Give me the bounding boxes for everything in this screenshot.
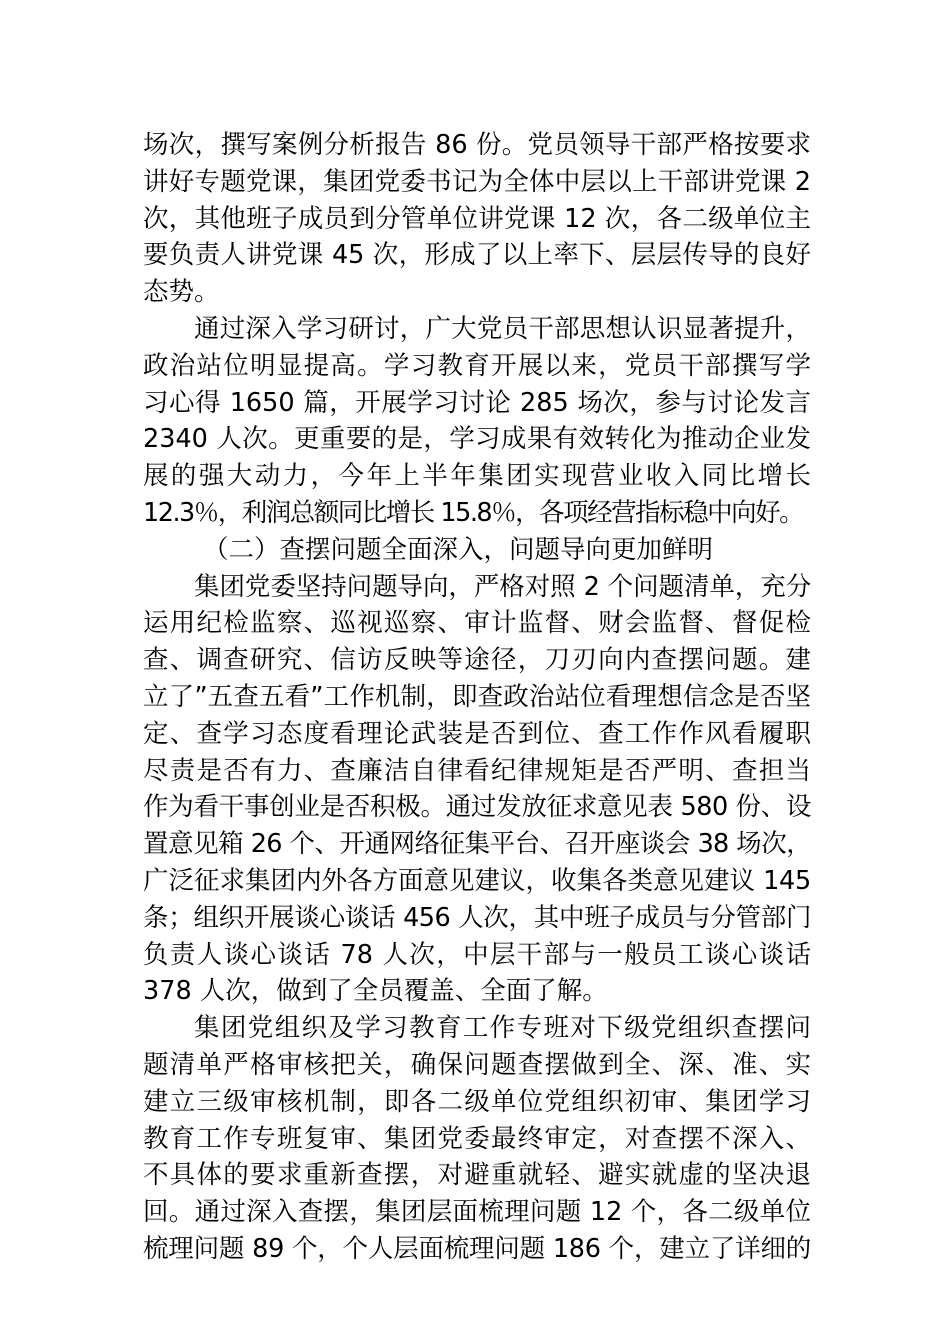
- text-line: 展的强大动力，今年上半年集团实现营业收入同比增长: [143, 461, 811, 492]
- text-line: 广泛征求集团内外各方面意见建议，收集各类意见建议 145: [143, 865, 811, 896]
- text-line: 题清单严格审核把关，确保问题查摆做到全、深、准、实: [143, 1049, 811, 1080]
- text-line: 2340 人次。更重要的是，学习成果有效转化为推动企业发: [143, 424, 811, 455]
- text-line: 置意见箱 26 个、开通网络征集平台、召开座谈会 38 场次，: [143, 829, 811, 860]
- text-line: 回。通过深入查摆，集团层面梳理问题 12 个，各二级单位: [143, 1197, 811, 1228]
- text-line: 教育工作专班复审、集团党委最终审定，对查摆不深入、: [143, 1123, 811, 1154]
- text-line: 不具体的要求重新查摆，对避重就轻、避实就虚的坚决退: [143, 1160, 811, 1191]
- text-line: 场次，撰写案例分析报告 86 份。党员领导干部严格按要求: [143, 130, 811, 160]
- text-line: 要负责人讲党课 45 次，形成了以上率下、层层传导的良好: [143, 240, 811, 271]
- text-line: 习心得 1650 篇，开展学习讨论 285 场次，参与讨论发言: [143, 387, 811, 418]
- paragraph-first-line: 集团党组织及学习教育工作专班对下级党组织查摆问: [194, 1013, 811, 1044]
- text-line: 12.3％，利润总额同比增长 15.8％，各项经营指标稳中向好。: [143, 497, 804, 528]
- text-line: 梳理问题 89 个，个人层面梳理问题 186 个，建立了详细的: [143, 1233, 811, 1264]
- paragraph-first-line: 通过深入学习研讨，广大党员干部思想认识显著提升，: [194, 313, 811, 344]
- text-line: 定、查学习态度看理论武装是否到位、查工作作风看履职: [143, 718, 811, 749]
- text-line: 负责人谈心谈话 78 人次，中层干部与一般员工谈心谈话: [143, 939, 811, 970]
- section-heading: （二）查摆问题全面深入，问题导向更加鲜明: [203, 534, 714, 565]
- text-line: 尽责是否有力、查廉洁自律看纪律规矩是否严明、查担当: [143, 755, 811, 786]
- text-line: 378 人次，做到了全员覆盖、全面了解。: [143, 976, 608, 1007]
- text-line: 立了”五查五看”工作机制，即查政治站位看理想信念是否坚: [143, 681, 811, 712]
- text-line: 查、调查研究、信访反映等途径，刀刃向内查摆问题。建: [143, 645, 811, 676]
- paragraph-first-line: 集团党委坚持问题导向，严格对照 2 个问题清单，充分: [194, 571, 811, 602]
- text-line: 作为看干事创业是否积极。通过发放征求意见表 580 份、设: [143, 792, 811, 823]
- text-line: 次，其他班子成员到分管单位讲党课 12 次，各二级单位主: [143, 203, 811, 234]
- text-line: 态势。: [143, 277, 220, 308]
- text-line: 政治站位明显提高。学习教育开展以来，党员干部撰写学: [143, 350, 811, 381]
- text-line: 运用纪检监察、巡视巡察、审计监督、财会监督、督促检: [143, 608, 811, 639]
- text-line: 讲好专题党课，集团党委书记为全体中层以上干部讲党课 2: [143, 166, 811, 197]
- document-body: [143, 127, 811, 1268]
- text-line: 条；组织开展谈心谈话 456 人次，其中班子成员与分管部门: [143, 902, 811, 933]
- text-line: 建立三级审核机制，即各二级单位党组织初审、集团学习: [143, 1086, 811, 1117]
